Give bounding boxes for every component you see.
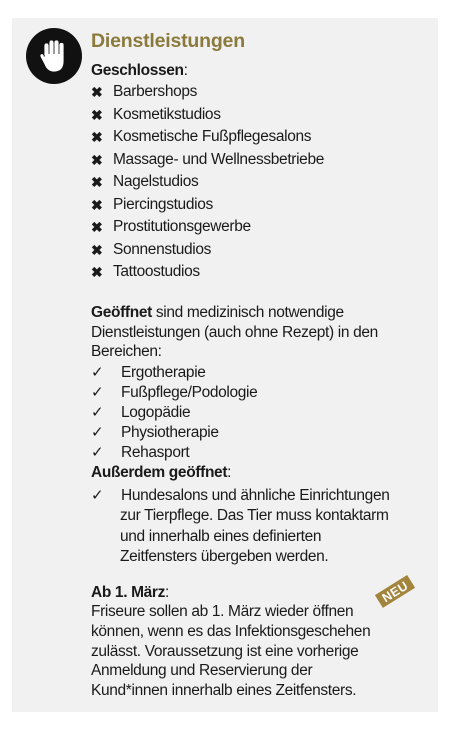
x-mark-icon: ✖: [91, 219, 103, 235]
also-open-item: [91, 486, 431, 567]
closed-item-label: Kosmetikstudios: [113, 105, 221, 123]
open-item: [91, 443, 257, 463]
also-open-heading: [91, 463, 231, 483]
closed-item: [91, 239, 324, 262]
closed-heading-colon: :: [183, 62, 188, 79]
open-medical-text: sind medizinisch notwendige Dienstleistungen (auch ohne Rezept) in den Bereichen:: [91, 304, 378, 361]
march-paragraph: [91, 602, 426, 701]
open-item-label: Ergotherapie: [121, 364, 206, 381]
closed-item: [91, 216, 324, 239]
closed-list: [91, 81, 324, 284]
closed-heading: [91, 60, 188, 83]
open-medical-list: [91, 363, 257, 463]
closed-item: [91, 171, 324, 194]
closed-item: [91, 194, 324, 217]
hand-icon-svg: [34, 36, 74, 76]
open-item-label: Fußpflege/Podologie: [121, 384, 258, 401]
march-heading: [91, 583, 169, 603]
closed-item-label: Massage- und Wellnessbetriebe: [113, 150, 324, 168]
x-mark-icon: ✖: [91, 174, 103, 190]
stop-hand-icon: [26, 28, 82, 84]
new-tag: NEU: [375, 575, 415, 608]
check-mark-icon: ✓: [91, 487, 104, 504]
open-item-label: Logopädie: [121, 404, 191, 421]
also-open-line: Hundesalons und ähnliche Einrichtungen: [121, 487, 390, 504]
check-mark-icon: ✓: [91, 444, 104, 461]
closed-item: [91, 81, 324, 104]
open-medical-bold: Geöffnet: [91, 304, 152, 321]
check-mark-icon: ✓: [91, 384, 104, 401]
open-medical-paragraph: [91, 303, 426, 362]
closed-item: [91, 126, 324, 149]
check-mark-icon: ✓: [91, 424, 104, 441]
x-mark-icon: ✖: [91, 151, 103, 168]
closed-item-label: Barbershops: [113, 83, 198, 100]
march-heading-colon: :: [165, 584, 169, 601]
closed-item-label: Kosmetische Fußpflegesalons: [113, 128, 312, 145]
check-mark-icon: ✓: [91, 404, 104, 421]
closed-heading-label: Geschlossen: [91, 62, 184, 79]
also-open-heading-colon: :: [227, 464, 232, 481]
closed-item: [91, 104, 324, 127]
check-mark-icon: ✓: [91, 364, 104, 381]
closed-item: [91, 261, 324, 284]
march-line: Kund*innen innerhalb eines Zeitfensters.: [91, 682, 357, 700]
closed-item-label: Prostitutionsgewerbe: [113, 218, 251, 235]
x-mark-icon: ✖: [91, 129, 103, 145]
x-mark-icon: ✖: [91, 106, 103, 123]
open-item: [91, 403, 257, 423]
march-line: zulässt. Voraussetzung ist eine vorherige: [91, 642, 359, 660]
open-item-label: Rehasport: [121, 444, 190, 461]
also-open-line: und innerhalb eines definierten: [120, 527, 322, 545]
x-mark-icon: ✖: [91, 84, 103, 100]
closed-item: [91, 149, 324, 172]
march-line: Friseure sollen ab 1. März wieder öffnen: [91, 603, 354, 620]
march-line: können, wenn es das Infektionsgeschehen: [91, 622, 371, 640]
also-open-line: zur Tierpflege. Das Tier muss kontaktarm: [120, 507, 389, 525]
x-mark-icon: ✖: [91, 264, 103, 280]
open-item: [91, 383, 257, 403]
open-item-label: Physiotherapie: [121, 424, 219, 441]
also-open-heading-label: Außerdem geöffnet: [91, 464, 228, 481]
section-title: Dienstleistungen: [91, 30, 245, 52]
closed-item-label: Tattoostudios: [113, 263, 200, 280]
open-item: [91, 423, 257, 443]
march-line: Anmeldung und Reservierung der: [91, 662, 313, 680]
also-open-line: Zeitfensters übergeben werden.: [120, 547, 329, 565]
closed-item-label: Nagelstudios: [113, 173, 199, 190]
open-item: [91, 363, 257, 383]
march-heading-label: Ab 1. März: [91, 584, 166, 601]
x-mark-icon: ✖: [91, 241, 103, 258]
closed-item-label: Sonnenstudios: [113, 240, 212, 258]
x-mark-icon: ✖: [91, 196, 103, 213]
also-open-text: [121, 486, 431, 567]
closed-item-label: Piercingstudios: [113, 195, 213, 213]
